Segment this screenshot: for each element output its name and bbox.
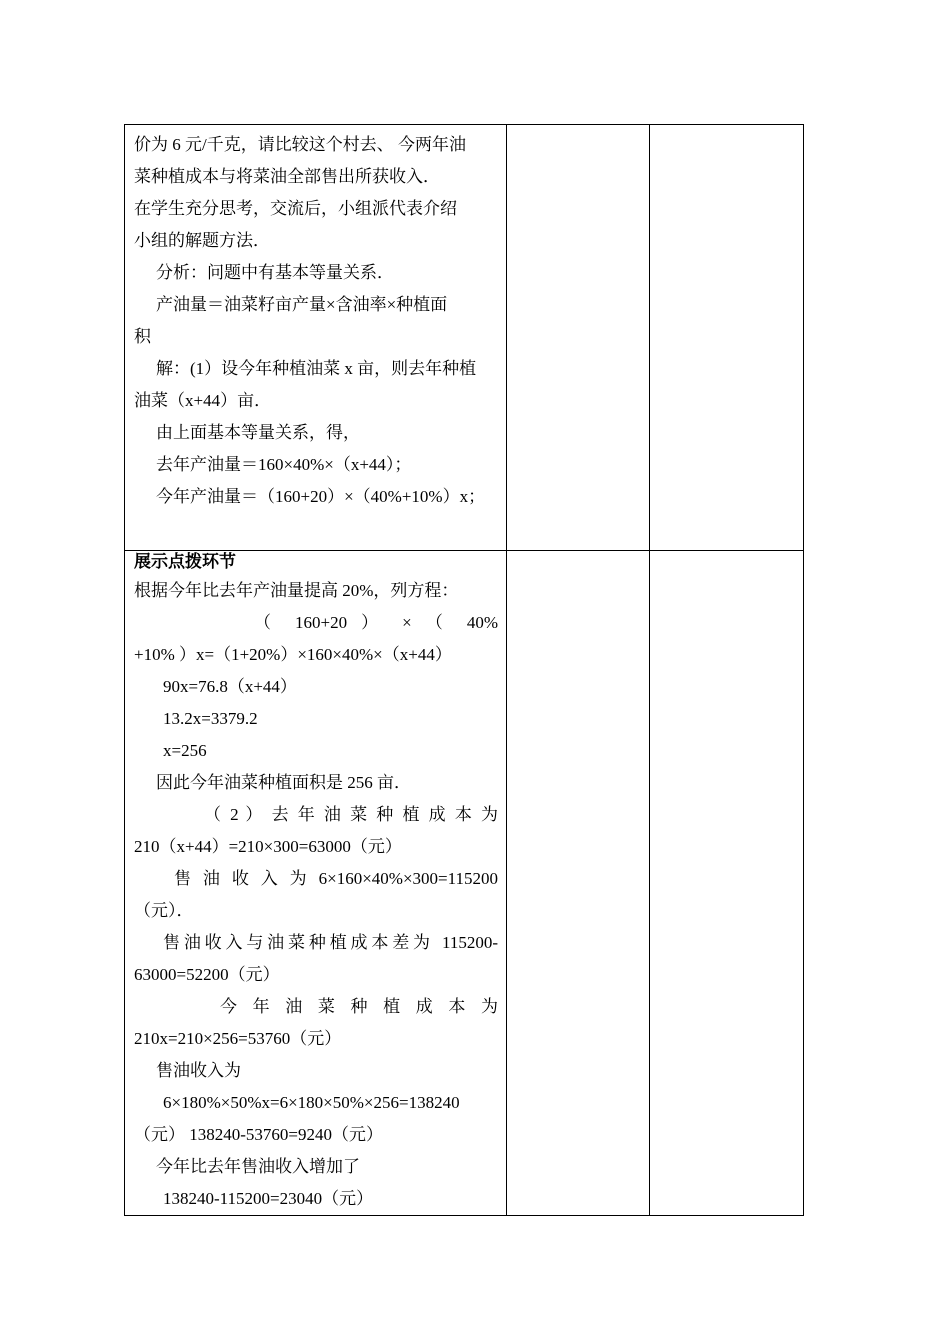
text-line: （元） 138240-53760=9240（元） — [134, 1125, 383, 1144]
lesson-plan-table — [124, 124, 804, 1216]
text-line: 210（x+44）=210×300=63000（元） — [134, 837, 402, 856]
empty-cell — [650, 125, 804, 551]
text-line: 菜种植成本与将菜油全部售出所获收入． — [134, 167, 440, 186]
text-line: 6×180%×50%x=6×180×50%×256=138240 — [163, 1093, 460, 1112]
text-line: 解：(1）设今年种植油菜 x 亩，则去年种植 — [156, 359, 477, 378]
text-line: x=256 — [163, 741, 207, 760]
text-line: 因此今年油菜种植面积是 256 亩． — [156, 773, 411, 792]
text-line: 210x=210×256=53760（元） — [134, 1029, 342, 1048]
text-line: 由上面基本等量关系，得， — [156, 423, 360, 442]
solution-text — [125, 551, 506, 1215]
content-cell — [125, 125, 507, 551]
text-line: 在学生充分思考，交流后，小组派代表介绍 — [134, 199, 457, 218]
text-line: 产油量＝油菜籽亩产量×含油率×种植面 — [156, 295, 448, 314]
text-line: 今 年 油 菜 种 植 成 本 为 — [220, 997, 498, 1016]
text-line: 根据今年比去年产油量提高 20%，列方程： — [134, 581, 459, 600]
text-line: （ 160+20 ） × （ 40% — [254, 613, 498, 632]
text-line: 积 — [134, 327, 151, 346]
content-cell — [125, 551, 507, 1216]
text-line: 小组的解题方法． — [134, 231, 270, 250]
text-line: 90x=76.8（x+44） — [163, 677, 297, 696]
empty-cell — [507, 125, 650, 551]
section-title: 展示点拨环节 — [134, 552, 236, 571]
text-line: 售 油 收 入 为 6×160×40%×300=115200 — [174, 869, 498, 888]
text-line: +10% ）x=（1+20%）×160×40%×（x+44） — [134, 645, 452, 664]
empty-cell — [507, 551, 650, 1216]
text-line: 售油收入与油菜种植成本差为 115200- — [163, 933, 498, 952]
text-line: 价为 6 元/千克，请比较这个村去、 今两年油 — [134, 135, 466, 154]
text-line: 油菜（x+44）亩． — [134, 391, 272, 410]
text-line: 今年产油量＝（160+20）×（40%+10%）x； — [156, 487, 486, 506]
analysis-text — [125, 125, 506, 513]
text-line: 分析：问题中有基本等量关系． — [156, 263, 394, 282]
table-row — [125, 125, 804, 551]
text-line: 去年产油量＝160×40%×（x+44）； — [156, 455, 412, 474]
text-line: 138240-115200=23040（元） — [163, 1189, 374, 1208]
table-row — [125, 551, 804, 1216]
text-line: （元）． — [134, 901, 194, 920]
text-line: 今年比去年售油收入增加了 — [156, 1157, 360, 1176]
text-line: （ 2 ） 去 年 油 菜 种 植 成 本 为 — [204, 805, 498, 824]
empty-cell — [650, 551, 804, 1216]
text-line: 售油收入为 — [156, 1061, 241, 1080]
text-line: 63000=52200（元） — [134, 965, 280, 984]
text-line: 13.2x=3379.2 — [163, 709, 258, 728]
